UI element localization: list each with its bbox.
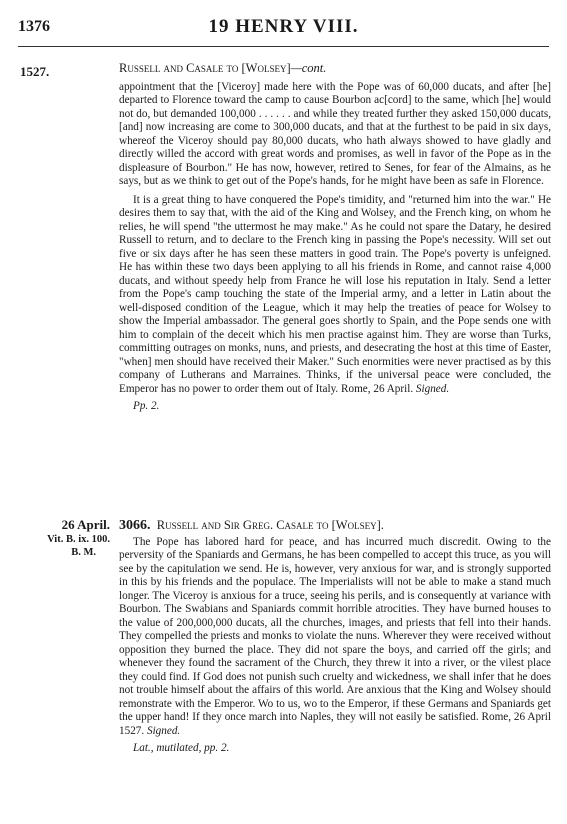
- heading-names: Russell and Casale to [Wolsey]: [119, 61, 291, 75]
- header-rule: [18, 46, 549, 47]
- letter-continued: [119, 62, 551, 414]
- manuscript-location: B. M.: [71, 547, 96, 558]
- manuscript-reference: Vit. B. ix. 100.: [47, 534, 110, 545]
- paragraph-2-text: It is a great thing to have conquered the Pope's timidity, and "returned him into the war." He desires them to say that, with the aid of the King and Wolsey, and the French king, on whom he relies, he will spend "the uttermost he may make." As he could not spare the Datary, he desired Russell to return, and to declare to the French king in passing the Pope's necessity. Will set out five or six days after he has seen these matters in good train. The Pope's poverty is unfeigned. He has within these two days been applying to all his friends in Rome, and cannot raise 4,000 ducats, and without speedy help from France he will lose his reputation in Italy. Send a letter from the Pope's camp touching the state of the Imperial army, and a letter in Latin about the well-disposed condition of the League, which it may help the treaties of peace for Wolsey to show the Imperial ambassador. The general goes shortly to Spain, and the Pope sends one with him to complain of the deceit which his men practise against him. They are worse than Turks, committing outrages on monks, nuns, and priests, and desecrating the host at this time of Easter, "when] men should have received their Maker." Such enormities were never practised as by this company of Lutherans and Marraines. Thinks, if the universal peace were concluded, the Emperor has no power to order them out of Italy. Rome, 26 April.: [119, 193, 551, 395]
- paragraph-2: [119, 194, 551, 397]
- running-title: 19 HENRY VIII.: [208, 16, 359, 37]
- margin-notes: [10, 518, 110, 559]
- year-marker: 1527.: [20, 64, 50, 79]
- pages-note-1: Pp. 2.: [133, 400, 160, 412]
- signed-note-1: Signed.: [415, 382, 450, 395]
- letter-heading-names: Russell and Sir Greg. Casale to [Wolsey].: [156, 518, 384, 532]
- letter-heading: [119, 519, 551, 533]
- signed-note-2: Signed.: [146, 724, 181, 737]
- page-number: 1376: [18, 18, 50, 35]
- document-date: 26 April.: [61, 517, 110, 532]
- paragraph-1: appointment that the [Viceroy] made here with the Pope was of 60,000 ducats, and after [he] departed to Florence toward the camp to cause Bourbon ac[cord] to the same, which [he] would not do, but demanded 100,000 . . . . . . and while they treated further they asked 150,000 ducats, [and] now increasing are come to 300,000 ducats, and that at the furthest to be paid in six days, whereof the Viceroy should pay 80,000 ducats, who hath always showed to have gladly and directly willed the accord with great words and promises, as well in favor of the Pope as in the displeasure of Bourbon." He has now, however, retired to Senes, for fear of the Almains, as he says, but as we think to get out of the Pope's hands, for he might have been as safe in Florence.: [119, 80, 551, 187]
- letter-heading-continued: [119, 62, 551, 76]
- letter-3066: [119, 519, 551, 756]
- page-header: [18, 10, 549, 40]
- paragraph-3: [119, 536, 551, 739]
- language-note: Lat., mutilated, pp. 2.: [133, 742, 230, 754]
- paragraph-3-text: The Pope has labored hard for peace, and has incurred much discredit. Owing to the perversity of the Spaniards and Germans, he has been compelled to accept this truce, as you will see by the capitulation we send. He is, however, very anxious for war, and is strongly supported in this by his friends and the populace. The Imperialists will not be able to make a stand much longer. The Viceroy is anxious for a truce, seeing his perils, and is consequently at variance with Bourbon. The Swabians and Spaniards commit horrible atrocities. They have burned houses to the value of 200,000,000 ducats, all the churches, images, and priests that fell into their hands. They compelled the priests and monks to violate the nuns. Wherever they were received without opposition they burned the place. They did not spare the boys, and carried off the girls; and whenever they found the sacrament of the Church, they threw it into a river, or the vilest place they could find. If God does not punish such cruelty and wickedness, we shall infer that he does not trouble himself about the affairs of this world. Are anxious that the King and Wolsey should remonstrate with the Emperor. Wo to us, wo to the Emperor, if these Germans and Spaniards get the upper hand! If they once march into Naples, they will not easily be satisfied. Rome, 26 April 1527.: [119, 535, 551, 737]
- document-number: 3066.: [119, 518, 151, 533]
- heading-continued-mark: —cont.: [290, 61, 327, 75]
